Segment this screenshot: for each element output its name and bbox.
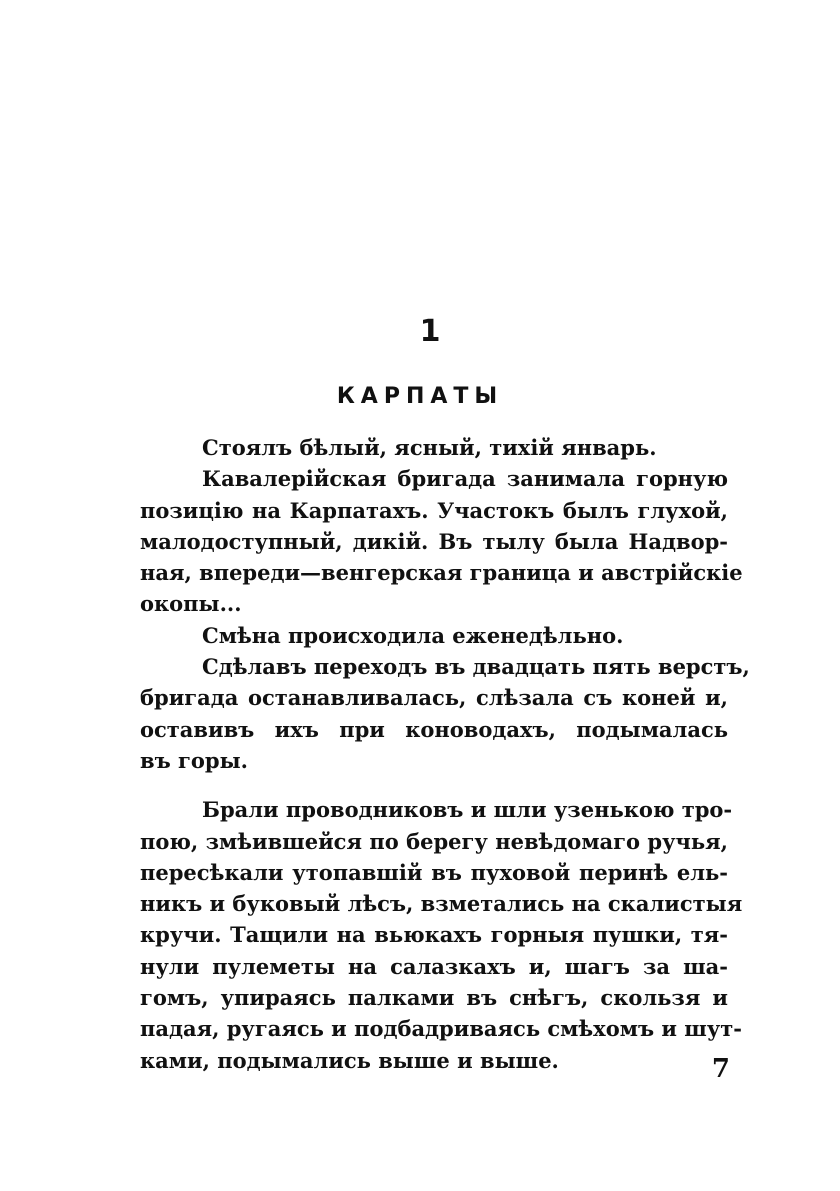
paragraph bbox=[140, 463, 743, 619]
text-line: окопы... bbox=[140, 591, 242, 617]
text-line: гомъ, упираясь палками въ снѣгъ, скользя и bbox=[140, 985, 728, 1011]
chapter-body-text bbox=[140, 432, 750, 1076]
text-line: нули пулеметы на салазкахъ и, шагъ за ша- bbox=[140, 953, 728, 979]
text-line: кручи. Тащили на вьюкахъ горныя пушки, тя- bbox=[140, 922, 728, 948]
text-line: пересѣкали утопавшій въ пуховой перинѣ ель- bbox=[140, 859, 728, 885]
text-line: Стоялъ бѣлый, ясный, тихій январь. bbox=[202, 435, 657, 460]
text-line: Смѣна происходила еженедѣльно. bbox=[202, 622, 624, 648]
text-line: Брали проводниковъ и шли узенькою тро- bbox=[202, 797, 733, 823]
paragraph bbox=[140, 651, 750, 776]
chapter-number: 1 bbox=[419, 314, 441, 349]
paragraph-spacer bbox=[140, 776, 728, 794]
text-line: Кавалерійская бригада занимала горную bbox=[202, 466, 728, 492]
paragraph bbox=[140, 794, 743, 1076]
text-line: ная, впереди—венгерская граница и австрійскіе bbox=[140, 560, 743, 586]
chapter-title: КАРПАТЫ bbox=[336, 384, 504, 409]
text-line: позицію на Карпатахъ. Участокъ былъ глухой, bbox=[140, 497, 728, 523]
text-line: малодоступный, дикій. Въ тылу была Надвор- bbox=[140, 528, 728, 554]
text-line: пою, змѣившейся по берегу невѣдомаго ручья, bbox=[140, 828, 728, 854]
page-number: 7 bbox=[711, 1054, 730, 1084]
text-line: Сдѣлавъ переходъ въ двадцать пять верстъ, bbox=[202, 654, 750, 680]
text-line: въ горы. bbox=[140, 747, 248, 773]
paragraph bbox=[140, 620, 728, 651]
text-line: падая, ругаясь и подбадриваясь смѣхомъ и шут- bbox=[140, 1016, 742, 1042]
text-line: никъ и буковый лѣсъ, взметались на скалистыя bbox=[140, 891, 743, 917]
text-line: оставивъ ихъ при коноводахъ, подымалась bbox=[140, 716, 728, 742]
text-line: бригада останавливалась, слѣзала съ коней и, bbox=[140, 685, 728, 711]
paragraph bbox=[140, 432, 728, 463]
text-line: ками, подымались выше и выше. bbox=[140, 1047, 559, 1073]
